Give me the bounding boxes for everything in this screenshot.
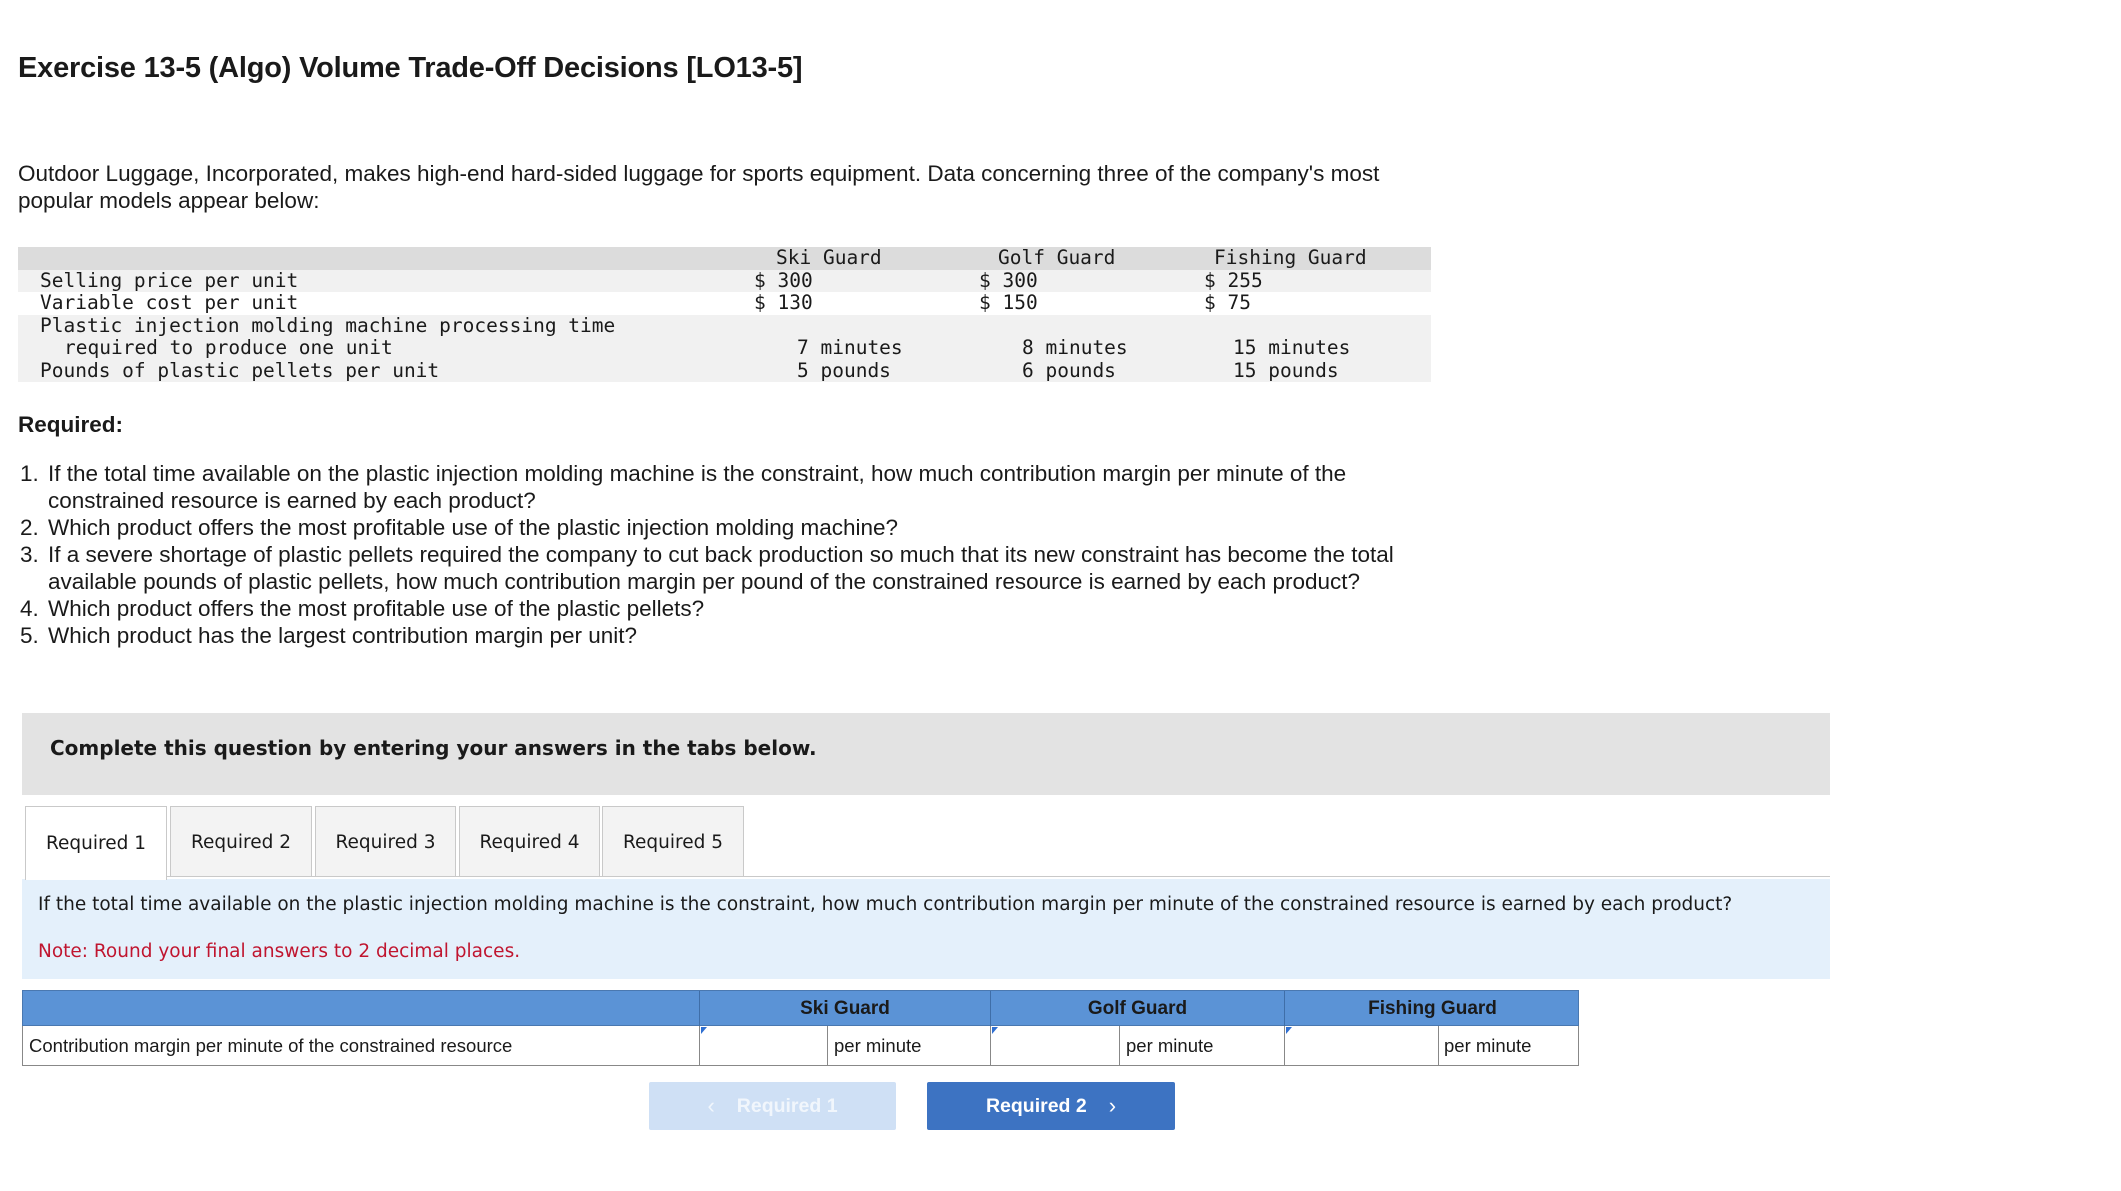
list-item: [18, 622, 1438, 649]
rounding-note: Note: Round your final answers to 2 decimal places.: [38, 941, 521, 962]
cell-divider: [1119, 1026, 1120, 1065]
tab-required-4[interactable]: Required 4: [459, 806, 600, 877]
row-pellets: [18, 360, 1431, 383]
list-item: [18, 460, 1438, 514]
page-title: Exercise 13-5 (Algo) Volume Trade-Off Decisions [LO13-5]: [18, 52, 803, 84]
item-number: 5.: [20, 623, 39, 648]
fishing-guard-unit: per minute: [1444, 1034, 1532, 1056]
next-button-label: Required 2: [985, 1094, 1087, 1117]
item-number: 1.: [20, 461, 39, 486]
item-number: 2.: [20, 515, 39, 540]
list-item: [18, 541, 1438, 595]
col-header-fishing-guard: Fishing Guard: [1214, 246, 1367, 269]
question-text: If the total time available on the plastic injection molding machine is the constraint, how much contribution margin per minute of the constrained resource is earned by each product?: [38, 894, 1733, 915]
row-label: Selling price per unit: [40, 268, 299, 292]
answer-header-golf-guard: Golf Guard: [1087, 998, 1188, 1019]
cell-divider: [990, 1026, 991, 1065]
cell-fish-cost: $ 75: [1204, 291, 1251, 314]
intro-text: Outdoor Luggage, Incorporated, makes high-end hard-sided luggage for sports equipment. Data concerning three of the company's most popular models appear below:: [18, 161, 1380, 213]
list-item: [18, 595, 1438, 622]
item-number: 4.: [20, 596, 39, 621]
row-label: required to produce one unit: [64, 336, 393, 359]
required-list: [18, 460, 1438, 649]
row-processing-time-1: [18, 315, 1431, 338]
cell-ski-cost: $ 130: [754, 291, 813, 314]
question-panel: [22, 879, 1830, 979]
tab-required-1[interactable]: Required 1: [25, 806, 167, 880]
list-item: [18, 514, 1438, 541]
golf-guard-unit: per minute: [1126, 1034, 1214, 1056]
row-selling-price: [18, 270, 1431, 293]
item-text: Which product offers the most profitable use of the plastic pellets?: [48, 596, 705, 621]
prev-button-label: Required 1: [736, 1094, 838, 1117]
fishing-guard-input[interactable]: [1287, 1028, 1437, 1063]
row-variable-cost: [18, 292, 1431, 315]
ski-guard-input[interactable]: [702, 1028, 826, 1063]
item-text: If the total time available on the plastic injection molding machine is the constraint, how much contribution margin per minute of the constrained resource is earned by each product?: [48, 461, 1347, 513]
cell-ski-pellets: 5 pounds: [797, 358, 891, 382]
answer-row: [22, 1026, 1579, 1066]
answer-row-label: Contribution margin per minute of the constrained resource: [29, 1034, 513, 1056]
tab-required-3[interactable]: Required 3: [315, 806, 456, 877]
chevron-left-icon: ‹: [707, 1093, 715, 1118]
cell-fish-price: $ 255: [1204, 268, 1263, 292]
row-processing-time-2: [18, 337, 1431, 360]
cell-ski-price: $ 300: [754, 268, 813, 292]
instructions-text: Complete this question by entering your answers in the tabs below.: [50, 736, 817, 760]
cell-fish-time: 15 minutes: [1233, 336, 1351, 359]
prev-button[interactable]: [649, 1082, 896, 1130]
instructions-banner: [22, 713, 1830, 795]
row-label: Plastic injection molding machine processing time: [40, 313, 616, 337]
cell-divider: [1438, 1026, 1439, 1065]
answer-header-ski-guard: Ski Guard: [800, 998, 890, 1019]
answer-table-header: [22, 990, 1579, 1026]
golf-guard-input[interactable]: [993, 1028, 1118, 1063]
item-text: Which product has the largest contribution margin per unit?: [48, 623, 638, 648]
cell-golf-pellets: 6 pounds: [1022, 358, 1116, 382]
cell-golf-cost: $ 150: [979, 291, 1038, 314]
col-header-golf-guard: Golf Guard: [998, 246, 1116, 269]
cell-fish-pellets: 15 pounds: [1233, 358, 1339, 382]
product-data-table: [18, 247, 1431, 382]
cell-ski-time: 7 minutes: [797, 336, 903, 359]
item-text: If a severe shortage of plastic pellets required the company to cut back production so much that its new constraint has become the total available pounds of plastic pellets, how much contribution margin per pound of the constrained resource is earned by each product?: [48, 542, 1394, 594]
cell-divider: [699, 1026, 700, 1065]
row-label: Variable cost per unit: [40, 291, 299, 314]
required-heading: Required:: [18, 412, 124, 437]
next-button[interactable]: [927, 1082, 1175, 1130]
answer-table: [22, 990, 1579, 1066]
chevron-right-icon: ›: [1108, 1093, 1117, 1118]
row-label: Pounds of plastic pellets per unit: [40, 358, 440, 382]
answer-header-fishing-guard: Fishing Guard: [1368, 998, 1497, 1019]
item-number: 3.: [20, 542, 39, 567]
cell-divider: [827, 1026, 828, 1065]
cell-golf-price: $ 300: [979, 268, 1038, 292]
cell-divider: [1284, 1026, 1285, 1065]
data-table-header: [18, 247, 1431, 270]
tab-required-5[interactable]: Required 5: [602, 806, 744, 877]
tab-divider: [25, 876, 1830, 877]
tab-required-2[interactable]: Required 2: [170, 806, 312, 877]
item-text: Which product offers the most profitable use of the plastic injection molding machine?: [48, 515, 899, 540]
cell-golf-time: 8 minutes: [1022, 336, 1128, 359]
ski-guard-unit: per minute: [834, 1034, 922, 1056]
col-header-ski-guard: Ski Guard: [776, 246, 882, 269]
